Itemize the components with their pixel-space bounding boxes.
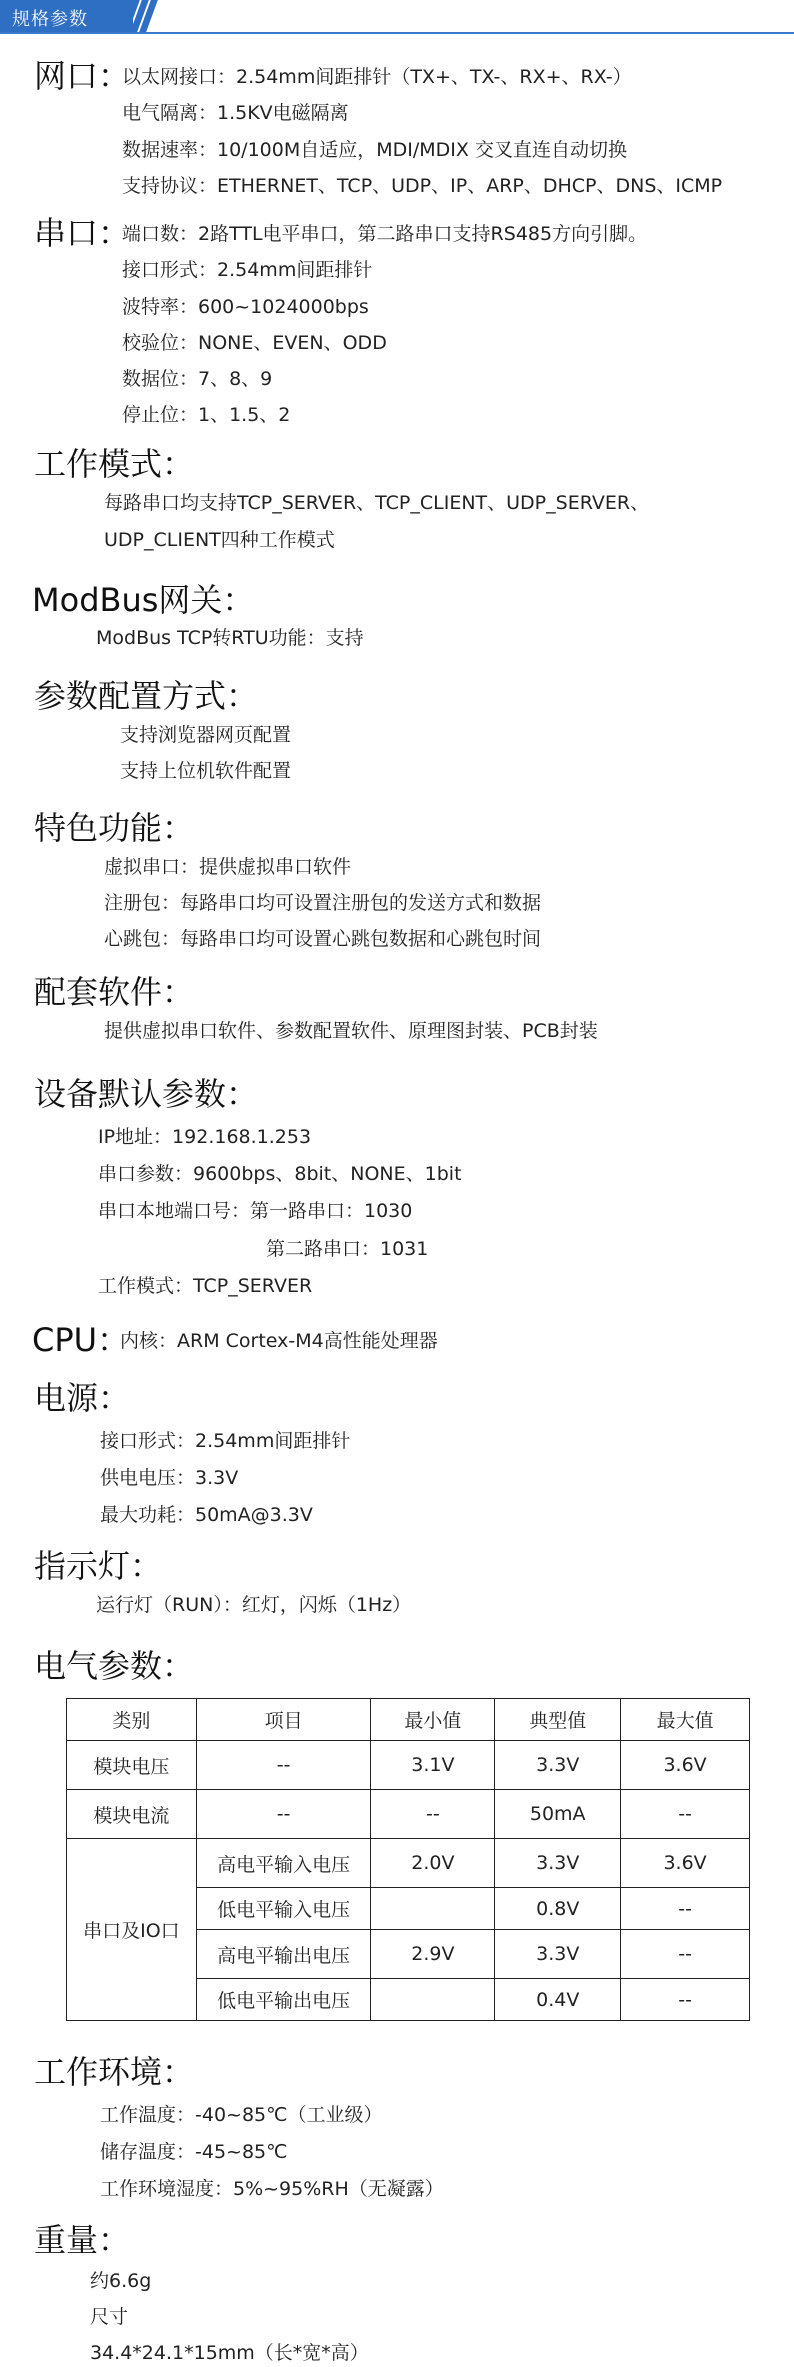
features-line: 心跳包：每路串口均可设置心跳包数据和心跳包时间 xyxy=(104,928,542,950)
table-header-cell: 最大值 xyxy=(621,1699,750,1741)
table-cell-typ: 3.3V xyxy=(495,1930,621,1979)
table-header-row xyxy=(67,1699,750,1741)
environment-line: 储存温度：-45~85℃ xyxy=(100,2141,288,2163)
table-cell-typ: 50mA xyxy=(495,1790,621,1839)
indicator-line: 运行灯（RUN）：红灯，闪烁（1Hz） xyxy=(96,1594,412,1616)
table-cell-max: 3.6V xyxy=(621,1741,750,1790)
weight-line: 约6.6g xyxy=(90,2270,152,2292)
table-cell-item: 高电平输出电压 xyxy=(196,1930,371,1979)
environment-line: 工作环境湿度：5%~95%RH（无凝露） xyxy=(100,2178,444,2200)
software-heading: 配套软件： xyxy=(34,973,195,1011)
table-cell-typ: 0.8V xyxy=(495,1888,621,1930)
serial-line: 数据位：7、8、9 xyxy=(122,368,273,390)
network-line: 支持协议：ETHERNET、TCP、UDP、IP、ARP、DHCP、DNS、ICMP xyxy=(122,175,723,197)
table-header-cell: 项目 xyxy=(196,1699,371,1741)
table-cell-min xyxy=(371,1979,495,2021)
table-cell-item: 低电平输入电压 xyxy=(196,1888,371,1930)
serial-line: 停止位：1、1.5、2 xyxy=(122,404,291,426)
config-line: 支持浏览器网页配置 xyxy=(120,724,292,746)
work-mode-line: 每路串口均支持TCP_SERVER、TCP_CLIENT、UDP_SERVER、 xyxy=(104,492,650,514)
weight-heading: 重量： xyxy=(34,2221,131,2259)
table-cell-max: -- xyxy=(621,1930,750,1979)
power-line: 供电电压：3.3V xyxy=(100,1467,239,1489)
table-header-cell: 典型值 xyxy=(495,1699,621,1741)
serial-line: 校验位：NONE、EVEN、ODD xyxy=(122,332,387,354)
network-line: 电气隔离：1.5KV电磁隔离 xyxy=(122,102,349,124)
electrical-table xyxy=(66,1698,750,2021)
table-cell-max: -- xyxy=(621,1979,750,2021)
defaults-line: 串口本地端口号：第一路串口：1030 xyxy=(98,1200,413,1222)
cpu-heading: CPU： xyxy=(32,1321,130,1359)
serial-line: 端口数：2路TTL电平串口，第二路串口支持RS485方向引脚。 xyxy=(122,223,648,245)
cpu-line: 内核：ARM Cortex-M4高性能处理器 xyxy=(120,1330,438,1352)
table-cell-item: -- xyxy=(196,1741,371,1790)
table-cell-category: 模块电压 xyxy=(67,1741,197,1790)
table-cell-max: 3.6V xyxy=(621,1839,750,1888)
banner-underline xyxy=(0,32,794,34)
config-line: 支持上位机软件配置 xyxy=(120,760,292,782)
table-cell-min: 2.0V xyxy=(371,1839,495,1888)
weight-line: 34.4*24.1*15mm（长*宽*高） xyxy=(90,2342,369,2364)
power-line: 最大功耗：50mA@3.3V xyxy=(100,1504,313,1526)
config-heading: 参数配置方式： xyxy=(34,677,259,715)
table-cell-typ: 0.4V xyxy=(495,1979,621,2021)
network-line: 以太网接口：2.54mm间距排针（TX+、TX-、RX+、RX-） xyxy=(122,66,632,88)
table-cell-min xyxy=(371,1888,495,1930)
table-cell-min: 3.1V xyxy=(371,1741,495,1790)
table-row xyxy=(67,1839,750,1888)
work-mode-line: UDP_CLIENT四种工作模式 xyxy=(104,529,335,551)
modbus-heading: ModBus网关： xyxy=(32,581,255,619)
features-heading: 特色功能： xyxy=(34,809,195,847)
defaults-line: 第二路串口：1031 xyxy=(266,1238,429,1260)
power-heading: 电源： xyxy=(34,1379,131,1417)
defaults-line: 串口参数：9600bps、8bit、NONE、1bit xyxy=(98,1163,462,1185)
table-row xyxy=(67,1790,750,1839)
table-cell-max: -- xyxy=(621,1790,750,1839)
table-cell-min: -- xyxy=(371,1790,495,1839)
table-row xyxy=(67,1741,750,1790)
table-cell-max: -- xyxy=(621,1888,750,1930)
defaults-line: 工作模式：TCP_SERVER xyxy=(98,1275,313,1297)
table-cell-category: 模块电流 xyxy=(67,1790,197,1839)
weight-line: 尺寸 xyxy=(90,2306,129,2328)
table-cell-min: 2.9V xyxy=(371,1930,495,1979)
serial-line: 接口形式：2.54mm间距排针 xyxy=(122,259,373,281)
network-heading: 网口： xyxy=(34,57,131,95)
power-line: 接口形式：2.54mm间距排针 xyxy=(100,1430,351,1452)
table-cell-typ: 3.3V xyxy=(495,1741,621,1790)
table-cell-item: -- xyxy=(196,1790,371,1839)
defaults-heading: 设备默认参数： xyxy=(34,1075,259,1113)
serial-heading: 串口： xyxy=(34,214,131,252)
table-cell-category: 串口及IO口 xyxy=(67,1839,197,2021)
table-header-cell: 最小值 xyxy=(371,1699,495,1741)
table-cell-item: 高电平输入电压 xyxy=(196,1839,371,1888)
serial-line: 波特率：600~1024000bps xyxy=(122,296,369,318)
environment-line: 工作温度：-40~85℃（工业级） xyxy=(100,2104,383,2126)
indicator-heading: 指示灯： xyxy=(34,1547,163,1585)
electrical-heading: 电气参数： xyxy=(34,1647,195,1685)
environment-heading: 工作环境： xyxy=(34,2053,195,2091)
table-cell-item: 低电平输出电压 xyxy=(196,1979,371,2021)
network-line: 数据速率：10/100M自适应，MDI/MDIX 交叉直连自动切换 xyxy=(122,139,627,161)
features-line: 注册包：每路串口均可设置注册包的发送方式和数据 xyxy=(104,892,542,914)
defaults-line: IP地址：192.168.1.253 xyxy=(98,1126,312,1148)
table-header-cell: 类别 xyxy=(67,1699,197,1741)
software-line: 提供虚拟串口软件、参数配置软件、原理图封装、PCB封装 xyxy=(104,1020,598,1042)
section-banner xyxy=(0,0,794,40)
features-line: 虚拟串口：提供虚拟串口软件 xyxy=(104,856,352,878)
banner-title: 规格参数 xyxy=(12,9,88,30)
work-mode-heading: 工作模式： xyxy=(34,445,195,483)
table-cell-typ: 3.3V xyxy=(495,1839,621,1888)
modbus-line: ModBus TCP转RTU功能：支持 xyxy=(96,627,364,649)
